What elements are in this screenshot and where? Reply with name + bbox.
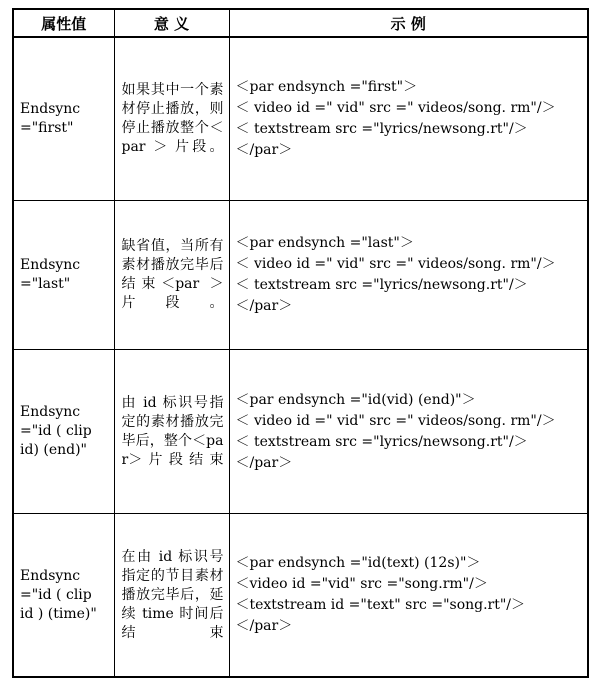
attribute-value-cell: Endsync ="last": [13, 201, 114, 350]
example-line: ＜ video id =" vid" src =" videos/song. rm"/＞: [235, 412, 556, 429]
example-line: ＜/par＞: [235, 618, 293, 634]
example-line: ＜par endsynch ="first"＞: [235, 79, 418, 95]
example-line: ＜/par＞: [235, 298, 293, 314]
meaning-cell: 如果其中一个素材停止播放，则停止播放整个＜par ＞ 片段。: [114, 37, 229, 201]
endsync-attribute-table: [12, 8, 589, 678]
table-row: [13, 350, 588, 514]
attribute-table-container: [12, 8, 587, 688]
example-line: ＜video id ="vid" src ="song.rm"/＞: [235, 576, 488, 592]
example-cell: [229, 201, 588, 350]
header-meaning: 意 义: [114, 9, 229, 37]
example-line: ＜ textstream src ="lyrics/newsong.rt"/＞: [235, 121, 528, 137]
example-line: ＜/par＞: [235, 454, 293, 471]
example-line: ＜ video id =" vid" src =" videos/song. rm"/＞: [235, 256, 556, 272]
table-header-row: [13, 9, 588, 37]
example-line: ＜ textstream src ="lyrics/newsong.rt"/＞: [235, 277, 528, 293]
example-line: ＜ video id =" vid" src =" videos/song. rm"/＞: [235, 100, 556, 116]
attribute-value-cell: Endsync ="id ( clip id ) (time)": [13, 514, 114, 678]
attribute-value-cell: Endsync ="id ( clip id) (end)": [13, 350, 114, 514]
attribute-value-cell: Endsync ="first": [13, 37, 114, 201]
table-row: [13, 514, 588, 678]
example-line: ＜par endsynch ="id(text) (12s)"＞: [235, 555, 481, 571]
table-row: [13, 201, 588, 350]
example-cell: [229, 37, 588, 201]
example-line: ＜ textstream src ="lyrics/newsong.rt"/＞: [235, 433, 528, 450]
example-cell: [229, 350, 588, 514]
header-attribute-value: 属性值: [13, 9, 114, 37]
example-cell: [229, 514, 588, 678]
header-example: 示 例: [229, 9, 588, 37]
meaning-cell: 由 id 标识号指定的素材播放完毕后，整个＜par＞片段结束: [114, 350, 229, 514]
meaning-cell: 缺省值，当所有素材播放完毕后结束＜par ＞ 片段。: [114, 201, 229, 350]
example-line: ＜par endsynch ="id(vid) (end)"＞: [235, 391, 476, 408]
example-line: ＜textstream id ="text" src ="song.rt"/＞: [235, 597, 526, 613]
example-line: ＜/par＞: [235, 142, 293, 158]
example-line: ＜par endsynch ="last"＞: [235, 235, 414, 251]
meaning-cell: 在由 id 标识号指定的节目素材播放完毕后，延续 time 时间后结束: [114, 514, 229, 678]
table-row: [13, 37, 588, 201]
